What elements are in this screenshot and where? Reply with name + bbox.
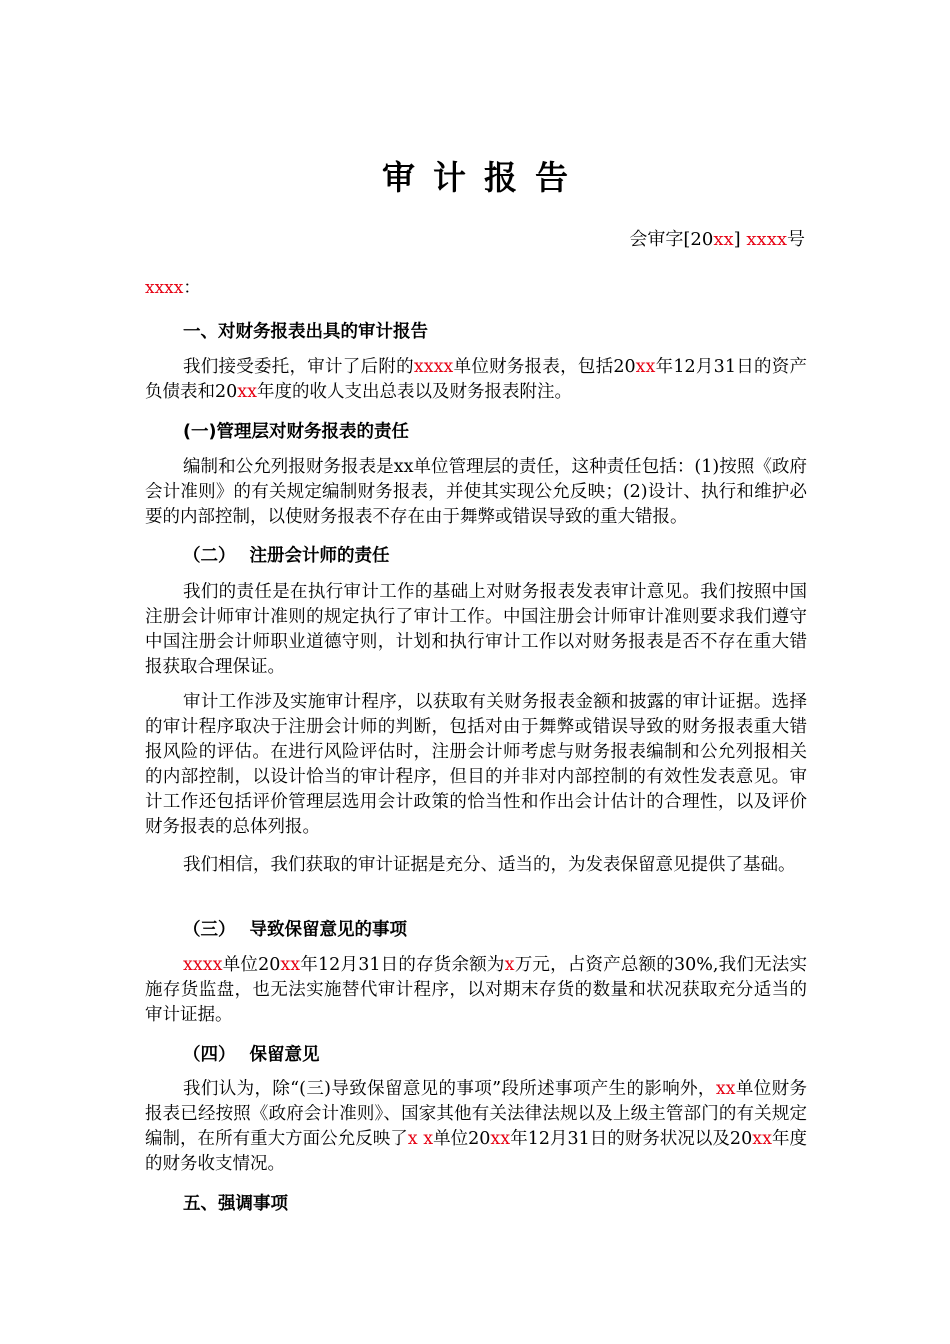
section-heading-emphasis: 五、强调事项: [183, 1194, 288, 1214]
paragraph-auditor-responsibility: 我们的责任是在执行审计工作的基础上对财务报表发表审计意见。我们按照中国注册会计师审计准则的规定执行了审计工作。中国注册会计师审计准则要求我们遵守中国注册会计师职业道德守则，计划和执行审计工作以对财务报表是否不存在重大错报获取合理保证。: [145, 582, 807, 677]
report-title: 审计报告: [382, 158, 586, 197]
addressee-name: xxxx: [145, 278, 184, 298]
docno-number-placeholder: xxxx: [746, 229, 787, 250]
docno-suffix: 号: [787, 229, 805, 250]
paragraph-audit-evidence: 我们相信，我们获取的审计证据是充分、适当的，为发表保留意见提供了基础。: [183, 855, 796, 875]
docno-prefix: 会审字[20: [629, 229, 714, 250]
paragraph-management-responsibility: 编制和公允列报财务报表是xx单位管理层的责任，这种责任包括：(1)按照《政府会计准则》的有关规定编制财务报表，并使其实现公允反映；(2)设计、执行和维护必要的内部控制，以使财务报表不存在由于舞弊或错误导致的重大错报。: [145, 457, 807, 527]
section-heading-1: 一、对财务报表出具的审计报告: [183, 322, 428, 342]
paragraph-qualified-opinion: 我们认为，除“(三)导致保留意见的事项”段所述事项产生的影响外，xx单位财务报表已经按照《政府会计准则》、国家其他有关法律法规以及上级主管部门的有关规定编制，在所有重大方面公允反映了x x单位20xx年12月31日的财务状况以及20xx年度的财务收支情况。: [145, 1079, 808, 1174]
section-heading-opinion: （四） 保留意见: [183, 1045, 320, 1065]
section-heading-management: (一)管理层对财务报表的责任: [183, 422, 409, 442]
document-number: [629, 225, 805, 251]
section-heading-basis: （三） 导致保留意见的事项: [183, 920, 407, 940]
section-heading-auditor: （二） 注册会计师的责任: [183, 546, 390, 566]
paragraph-engagement: 我们接受委托，审计了后附的xxxx单位财务报表，包括20xx年12月31日的资产负债表和20xx年度的收人支出总表以及财务报表附注。: [145, 357, 807, 402]
docno-bracket: ]: [733, 229, 747, 250]
paragraph-basis-qualified: xxxx单位20xx年12月31日的存货余额为x万元，占资产总额的30%,我们无法实施存货监盘，也无法实施替代审计程序，以对期末存货的数量和状况获取充分适当的审计证据。: [145, 955, 807, 1025]
docno-year-placeholder: xx: [713, 229, 734, 250]
addressee-colon: ：: [183, 278, 201, 298]
paragraph-audit-procedures: 审计工作涉及实施审计程序，以获取有关财务报表金额和披露的审计证据。选择的审计程序取决于注册会计师的判断，包括对由于舞弊或错误导致的财务报表重大错报风险的评估。在进行风险评估时，注册会计师考虑与财务报表编制和公允列报相关的内部控制，以设计恰当的审计程序，但目的并非对内部控制的有效性发表意见。审计工作还包括评价管理层选用会计政策的恰当性和作出会计估计的合理性，以及评价财务报表的总体列报。: [145, 692, 807, 837]
addressee: [145, 273, 200, 298]
